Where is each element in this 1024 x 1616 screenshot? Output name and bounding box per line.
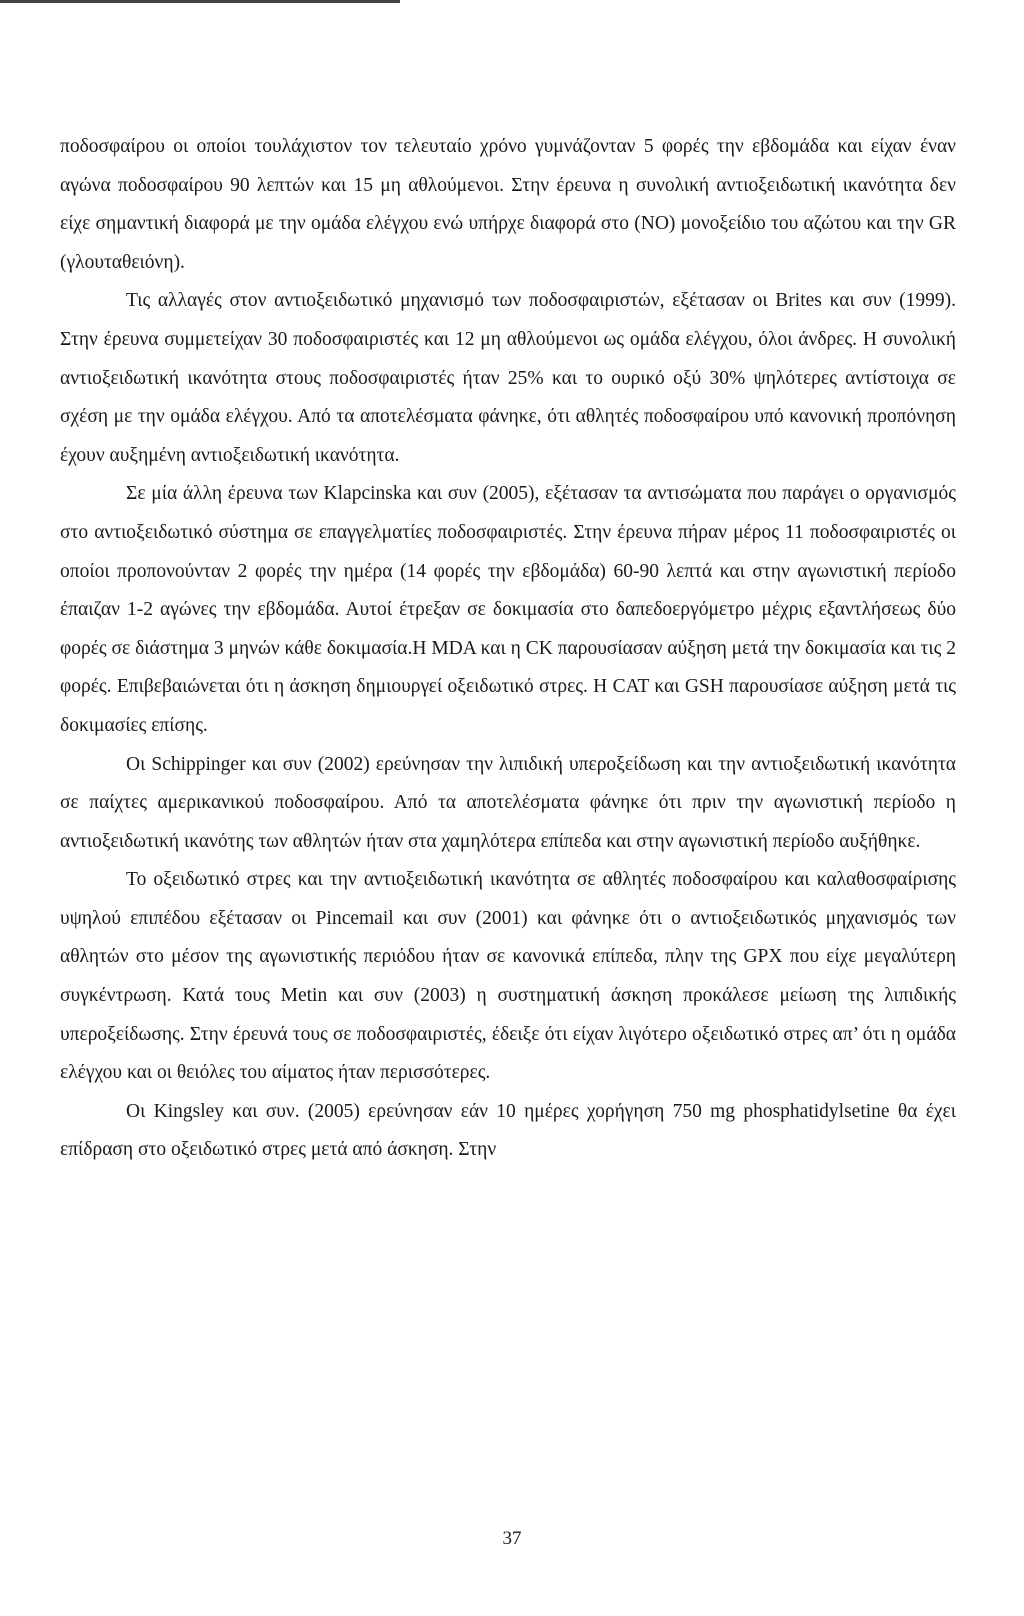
paragraph-3: Σε μία άλλη έρευνα των Klapcinska και συν (2005), εξέτασαν τα αντισώματα που παράγει ο οργανισμός στο αντιοξειδωτικό σύστημα σε επαγγελματίες ποδοσφαιριστές. Στην έρευνα πήραν μέρος 11 ποδοσφαιριστές οι οποίοι προπονούνταν 2 φορές την ημέρα (14 φορές την εβδομάδα) 60-90 λεπτά και στην αγωνιστική περίοδο έπαιζαν 1-2 αγώνες την εβδομάδα. Αυτοί έτρεξαν σε δοκιμασία στο δαπεδοεργόμετρο μέχρις εξαντλήσεως δύο φορές σε διάστημα 3 μηνών κάθε δοκιμασία.Η MDA και η CK παρουσίασαν αύξηση μετά την δοκιμασία και τις 2 φορές. Επιβεβαιώνεται ότι η άσκηση δημιουργεί οξειδωτικό στρες. Η CAT και GSH παρουσίασε αύξηση μετά τις δοκιμασίες επίσης. <box>60 483 956 736</box>
paragraph-4: Οι Schippinger και συν (2002) ερεύνησαν την λιπιδική υπεροξείδωση και την αντιοξειδωτική ικανότητα σε παίχτες αμερικανικού ποδοσφαίρου. Από τα αποτελέσματα φάνηκε ότι πριν την αγωνιστική περίοδο η αντιοξειδωτική ικανότης των αθλητών ήταν στα χαμηλότερα επίπεδα και στην αγωνιστική περίοδο αυξήθηκε. <box>60 753 956 852</box>
top-edge-rule <box>0 0 400 3</box>
paragraph-2: Τις αλλαγές στον αντιοξειδωτικό μηχανισμό των ποδοσφαιριστών, εξέτασαν οι Brites και συν (1999). Στην έρευνα συμμετείχαν 30 ποδοσφαιριστές και 12 μη αθλούμενοι ως ομάδα ελέγχου, όλοι άνδρες. Η συνολική αντιοξειδωτική ικανότητα στους ποδοσφαιριστές ήταν 25% και το ουρικό οξύ 30% ψηλότερες αντίστοιχα σε σχέση με την ομάδα ελέγχου. Από τα αποτελέσματα φάνηκε, ότι αθλητές ποδοσφαίρου υπό κανονική προπόνηση έχουν αυξημένη αντιοξειδωτική ικανότητα. <box>60 290 956 466</box>
paragraph-1: ποδοσφαίρου οι οποίοι τουλάχιστον τον τελευταίο χρόνο γυμνάζονταν 5 φορές την εβδομάδα και είχαν έναν αγώνα ποδοσφαίρου 90 λεπτών και 15 μη αθλούμενοι. Στην έρευνα η συνολική αντιοξειδωτική ικανότητα δεν είχε σημαντική διαφορά με την ομάδα ελέγχου ενώ υπήρχε διαφορά στο (ΝΟ) μονοξείδιο του αζώτου και την GR (γλουταθειόνη). <box>60 136 956 273</box>
page-number: 37 <box>502 1528 522 1549</box>
paragraph-6: Οι Kingsley και συν. (2005) ερεύνησαν εάν 10 ημέρες χορήγηση 750 mg phosphatidylsetine θα έχει επίδραση στο οξειδωτικό στρες μετά από άσκηση. Στην <box>60 1100 956 1161</box>
document-body <box>60 128 956 1170</box>
paragraph-5: Το οξειδωτικό στρες και την αντιοξειδωτική ικανότητα σε αθλητές ποδοσφαίρου και καλαθοσφαίρισης υψηλού επιπέδου εξέτασαν οι Pincemail και συν (2001) και φάνηκε ότι ο αντιοξειδωτικός μηχανισμός των αθλητών στο μέσον της αγωνιστικής περιόδου ήταν σε κανονικά επίπεδα, πλην της GPX που είχε μεγαλύτερη συγκέντρωση. Κατά τους Metin και συν (2003) η συστηματική άσκηση προκάλεσε μείωση της λιπιδικής υπεροξείδωσης. Στην έρευνά τους σε ποδοσφαιριστές, έδειξε ότι είχαν λιγότερο οξειδωτικό στρες απ’ ότι η ομάδα ελέγχου και οι θειόλες του αίματος ήταν περισσότερες. <box>60 869 956 1084</box>
